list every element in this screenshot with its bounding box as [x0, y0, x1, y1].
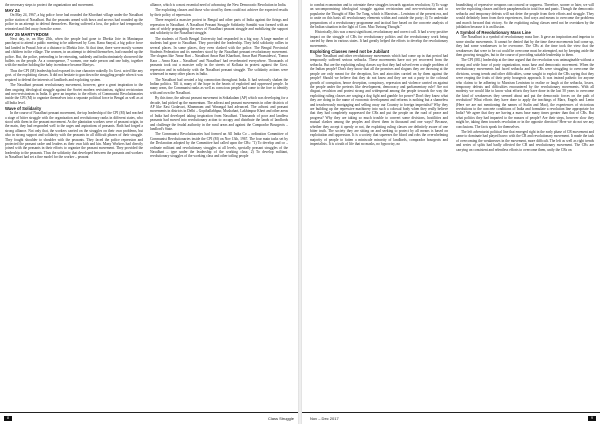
right-page-column-2 [456, 3, 594, 405]
paragraph: Thus the CPI (M) leadership had exposed its true character nakedly. Its Govt. acted like any govt. of the exploiting classes. It did not hesitate to gun down the struggling people when it was required to defend the interests of landlords and exploiting system. [5, 68, 143, 82]
section-heading: MAY 24 [5, 8, 20, 14]
left-page-column-1 [5, 3, 143, 405]
paragraph: alliance, which is a most essential need of advancing the New Democratic Revolution in India. [150, 3, 287, 7]
section-heading: Wave of Solidarity [5, 106, 42, 112]
paragraph: brandishing of repressive weapons can conceal or suppress. Therefore, sooner or later, we will see the exploiting classes and their paraphernalia in total fear and panic. Though the democratic setbacks and temporary defeats will not deter the people from their efforts and struggle. They would definitely learn from their experiences, find ways and means to overcome the problems and march forward that victory. So the exploiting ruling classes need not be overtaken by the jubilation because it is an illusion. [456, 3, 594, 30]
paragraph: The Naxalbari peasant revolutionary movement, however, gave a great inspiration to the then ongoing ideological struggle against the Soviet modern revisionism, rightist revisionism and neo-revisionism in India. It gave an impetus to the efforts of Communist Revolutionaries inside the CPI (M) to organize themselves into a separate political force in Bengal as well as at all India level. [5, 83, 143, 105]
right-page-column-1 [310, 3, 448, 405]
paragraph: the necessary steps to protect the organization and movement. [5, 3, 95, 7]
paragraph: The CPI (ML) leadership at the time argued that the revolution was unimaginable without a strong and wide base of party organization, mass base and democratic movement. When the revolutionary movements had faced setbacks and the CRs were struggling to overcome the divisions, wrong trends and other difficulties, some sought to exploit the CRs saying that they were reaping the fruits of their petty bourgeois approach. It was instead pathetic for anyone who claims to be adhering to Marxism Leninism to realise or laugh at the setbacks, losses, temporary defeats and difficulties encountered by the revolutionary movements. With all modesty we would like to know what efforts they have done in the last 50 years to overcome the kind of weaknesses they seemed about and put the democratic forces on the path of revolution? What efforts they have done to apply the teachings of Marx, Engels and Lenin (Here we are not mentioning the names of Stalin and Mao), the experiences of victorious revolutions to the concrete conditions of India and formulate a revolution line appropriate for India? We agree that they are having a mass base many times greater than that of CRs. But what politics they had imparted to the masses of people? Are their steps, however slow they might be, taking them towards revolution or in the opposite direction? Here we do not see any conclusions. The facts speak for themselves. [456, 58, 594, 129]
paragraph: In the course of Naxalbari peasant movement, the top leadership of the CPI (M) had reached a stage of bitter struggle with the organization and revolutionary ranks in different states, who stood with them in the peasant movement. As the plantation workers were of peasant origin, in the main, they had responded well to the urges and aspirations of peasants. Both had forged a strong alliance. Not only that, the workers carried on the struggles on their own problems, but also in strong support and solidarity with the peasants in all difficult phases of their struggle. They fought shoulder to shoulder with the peasants. They faced the police repression and protected the peasant cadre and leaders as their own kith and kin. Many Workers had directly joined with the peasants in their efforts to organize the peasant movement. They provided the leadership to the peasants. Thus the solidarity that developed between the peasants and workers in Naxalbari had set a fine model for the worker – peasant [5, 111, 143, 160]
magazine-title: Class Struggle [267, 416, 294, 421]
paragraph: The Naxalbari had created a big commotion throughout India. It had seriously shaken the Indian politics. Till it, many of the hope in the hearts of exploited and oppressed people. In many areas, the Communist ranks as well as conscious people had come to the fore to identify with and own the Naxalbari. [150, 77, 288, 95]
paragraph: True Naxalbari and other revolutionary movements which had come up in that period had temporarily suffered serious setbacks. These movements have not yet recovered from the setbacks. But are the exploiting ruling classes say that they had solved even a single problem of the Indian people? Don't they know that all the promises and slogans they are throwing at the people are only meant for the deception, lies and atrocities carried on by them against the people? Should we believe that they do not know and they are not a party to the colossal growth of corruption, hence deception, conspiracy, repression and violence carried on against the people under the pretexts like development, democracy and parliamentary rule? Are not disgust, revulsion and protest strong and widespread among the people towards the way the exploiting ruling classes are waging a dog fight and gamble for power? Don't they know what they are doing in the name of economic development and reforms is nothing but a shameless and treacherously mortgaging and selling away our Country to foreign imperialist? Why they are building up the repressive machinery into such a colossal body when they really believe that they had completely suppressed the CRs and put the people on the road of peace and progress? Why they are taking so much trouble to convert some divisions, hostilities and mutual clashes among the peoples and divert them in thousand and one ways? Because, whether they accept it openly or not, the exploiting ruling classes are definitely aware of one bitter truth. The society they are sitting on and seeking to protect by all means is based on exploitation and oppression. It is a society that squeezes the blood and robs the overwhelming majority of people to fatten a miniscule minority of landlords, comprador bourgeois and imperialists. It is a truth of life that no masks, no hypocrisy, no [310, 54, 448, 147]
page-number: 8 [4, 416, 12, 421]
paragraph: The exploiting classes and those who stood by them could not achieve the expected results by their policy of repression. [150, 8, 288, 17]
paragraph: On May 24, 1967, a big police force had rounded the Khoribari village under the Naxalbari police station of Naxalbari. But the peasants armed with bows and arrows had rounded up the police in an attempt to defend themselves. Having suffered a loss, the police had temporarily retreated and fled away from the scene. [5, 13, 143, 31]
issue-date: Nov – Dec 2017 [310, 416, 339, 421]
paragraph: There erupted a massive protest in Bengal and other parts of India against the firings and repression in Naxalbari. A Naxalbari Peasant Struggle Solidarity Samithi was formed with an aim of widely propagating the news of Naxalbari peasant struggle and mobilizing the support and solidarity to the Naxalbari struggle. [150, 18, 288, 36]
section-heading: MAY 25 MARTYRDOM [5, 32, 49, 38]
left-page-footer [0, 412, 298, 424]
left-page [0, 0, 298, 424]
page-number: 9 [588, 416, 596, 421]
right-page-footer [302, 412, 600, 424]
left-page-column-2 [150, 3, 288, 405]
paragraph: Next day, ie, on May 25th, when the people had gone to Dhekia Jote in Manianpur panchayat to attend a public meeting to be addressed by Com. Kanu Sanyal, a big police force had landed in Prasad Jote at a distance to Dhekia Jote. At that time, there were mostly women and children in the village. The women, in an attempt to defend themselves, had rounded up the police. But, the police, pretending to be retreating, suddenly and indiscriminately showered the bullets on the people. As a consequence, 7 women, one male person and one baby, together with the mother holding the baby in embrace became Martyrs. [5, 37, 143, 68]
paragraph: By this time, the adivasi peasant movement in Srikakulam (AP) which was developing for a decade, had picked up the momentum. The adivasi and peasant movements in other districts of AP like East Godavari, Khammam and Warangal had advanced. The adivasi and peasant movements in districts in Delhi – Gopiballabhpur, Mushahari, Lakhimpur Kheri and other areas of India had developed taking inspiration from Naxalbari. Thousands of poor and landless peasants had moved into revolutionary action to occupy and distribute the lands of landlords and challenge the feudal authority in the rural areas and against the Comprador Bourgeois – landlord's State. [150, 96, 288, 131]
paragraph: The Naxalbari is a symbol of revolutionary mass line. It gave an inspiration and impetus to some similar movements. It cannot be denied that by the time these movements had come up, they had some weaknesses to be overcome. The CRs at the time took the view that the weaknesses that were to be cut could be overcome must be attempted, not by keeping aside the then growing struggles, but in the course of providing suitable leadership to them. [456, 35, 594, 58]
section-heading: Exploiting Classes need not be Jubilant [310, 49, 390, 55]
paragraph: Historically, this was a most significant, revolutionary and correct call. It had a very positive impact on the struggle of CRs for revolutionary politics and the revolutionary work being carried by them in various states. It had greatly helped the efforts to develop the revolutionary movements. [310, 30, 448, 48]
section-heading: A Symbol of Revolutionary Mass Line [456, 30, 531, 36]
paragraph: The Communist Revolutionaries had formed an All India Co – ordination Committee of Communist Revolutionaries inside the CPI (M) on Nov 13th, 1967. The four main tasks set by the Declaration adopted by the Committee had called upon the CRs: "1) To develop and co – ordinate militant and revolutionary struggles at all levels, specially peasant struggles of the Naxalbari – type under the leadership of the working class; 2) To develop militant, revolutionary struggles of the working class and other toiling people [150, 132, 288, 159]
paragraph: The left adventurist political line that emerged right in the early phase of CR movement and came to dominate had played havoc with the CR and revolutionary movement. It made the task of overcoming the weaknesses in the movement, more difficult. The left as well as right trends and series of splits had badly affected the CR and revolutionary movement. The CRs are carrying on consistent and relentless efforts to overcome them, unify the CRs on [456, 129, 594, 152]
right-page [302, 0, 600, 424]
paragraph: The students of North Bengal University had responded in a big way. A large number of students had gone to Naxalbari. They provided the leadership. They held solidarity rallies in several places. In some places, they even clashed with the police. The Bengal Provincial Students Federation and its members stood by the Naxalbari peasant revolutionary movement. The slogans like 'Amar Bari – Naxalbari Amar Bari Kharibari, Amar Bari Phansidewa', 'Tomra Kara – Amra Kara – Naxalbari' and 'Naxalbari' had reverberated everywhere. Thousands of peasants took out a massive rally in the streets of Kolkata in protest against the Govt. repression and in solidarity with the Naxalbari peasant struggle. The solidarity actions were witnessed in many other places in India. [150, 36, 288, 77]
paragraph: to combat economism and to orientate these struggles towards agrarian revolution; 3) To wage an uncompromising ideological struggle against revisionism and neo-revisionism and to popularise the Thought of Mao Tse Tung, which is Marxism – Leninism of the present era, and to unite on this basis all revolutionary elements within and outside the party; 4) To undertake preparations of a revolutionary programme and tactical line based on the concrete analysis of the Indian situation in the light of Com. Mao Tsetung Thought." [310, 3, 448, 30]
